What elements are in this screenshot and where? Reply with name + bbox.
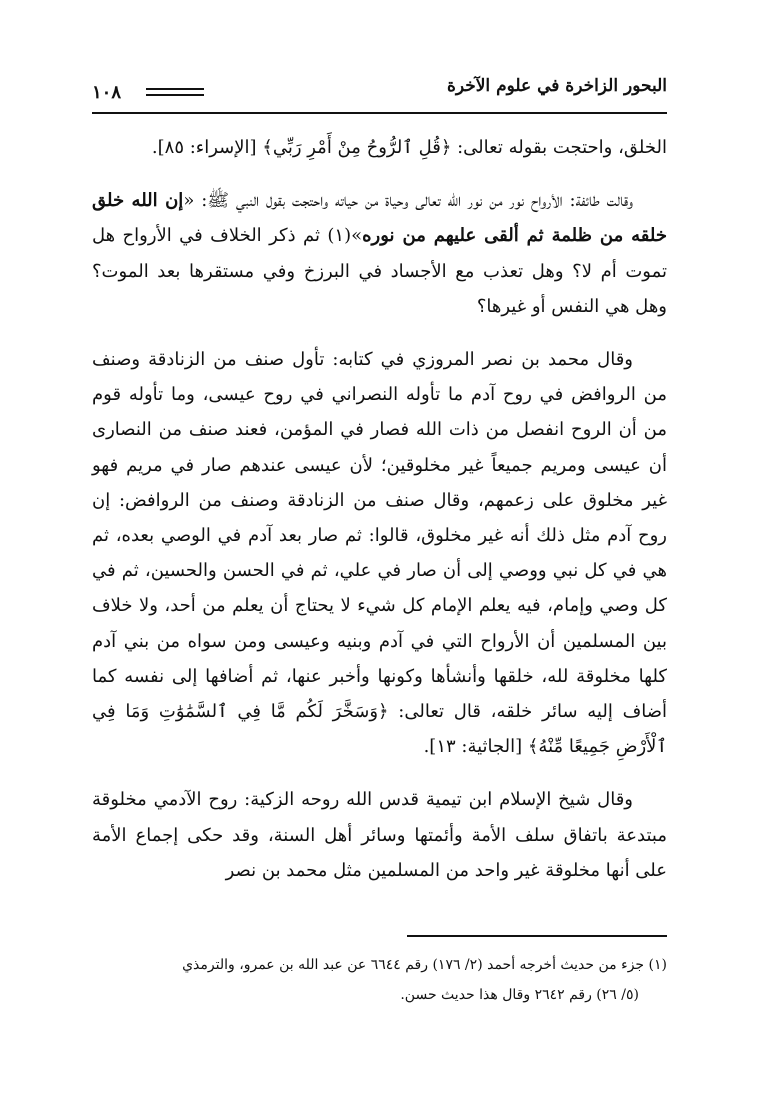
- page-header: [92, 70, 667, 114]
- header-ornament: [146, 88, 204, 100]
- page-number: ١٠٨: [92, 82, 122, 103]
- header-rule: [92, 112, 667, 114]
- footnote-1-continuation: (٥/ ٢٦) رقم ٢٦٤٢ وقال هذا حديث حسن.: [400, 987, 639, 1003]
- footnotes: [92, 950, 667, 1010]
- paragraph-2-text-b: »(١) ثم ذكر الخلاف في الأرواح هل تموت أم لا؟ وهل تعذب مع الأجساد في البرزخ وفي مستقرها بعد الموت؟ وهل هي النفس أو غيرها؟: [92, 225, 667, 317]
- paragraph-1: الخلق، واحتجت بقوله تعالى: ﴿قُلِ ٱلرُّوحُ مِنْ أَمْرِ رَبِّي﴾ [الإسراء: ٨٥].: [151, 137, 667, 158]
- page-body: [92, 130, 667, 888]
- running-title: البحور الزاخرة في علوم الآخرة: [446, 76, 667, 96]
- paragraph-2: [92, 183, 667, 324]
- footnote-rule: [407, 935, 667, 937]
- paragraph-3: وقال محمد بن نصر المروزي في كتابه: تأول صنف من الزنادقة وصنف من الروافض في روح آدم ما تأوله النصراني في روح عيسى، وما تأوله قوم من أن الروح انفصل من ذات الله فصار في المؤمن، فعند صنف من النصارى أن عيسى ومريم جميعاً غير مخلوقين؛ لأن عيسى عندهم صار في مريم فهو غير مخلوق على زعمهم، وقال صنف من الزنادقة وصنف من الروافض: إن روح آدم مثل ذلك أنه غير مخلوق، قالوا: ثم صار بعد آدم في الوصي بعده، ثم هي في كل نبي ووصي إلى أن صار في علي، ثم في الحسن والحسين، ثم في كل وصي وإمام، فيه يعلم الإمام كل شيء لا يحتاج أن يعلم من أحد، ولا خلاف بين المسلمين أن الأرواح التي في آدم وبنيه وعيسى ومن سواه من بني آدم كلها مخلوقة لله، خلقها وأنشأها وكونها وأخبر عنها، ثم أضافها إلى نفسه كما أضاف إليه سائر خلقه، قال تعالى: ﴿وَسَخَّرَ لَكُم مَّا فِي ٱلسَّمَٰوَٰتِ وَمَا فِي ٱلْأَرْضِ جَمِيعًا مِّنْهُ﴾ [الجاثية: ١٣].: [92, 349, 667, 758]
- hadith-quote: إن الله خلق خلقه من ظلمة ثم ألقى عليهم من نوره: [92, 190, 667, 247]
- paragraph-4: وقال شيخ الإسلام ابن تيمية قدس الله روحه الزكية: روح الآدمي مخلوقة مبتدعة باتفاق سلف الأمة وأئمتها وسائر أهل السنة، وقد حكى إجماع الأمة على أنها مخلوقة غير واحد من المسلمين مثل محمد بن نصر: [92, 789, 667, 881]
- footnote-1: (١) جزء من حديث أخرجه أحمد (٢/ ١٧٦) رقم ٦٦٤٤ عن عبد الله بن عمرو، والترمذي: [182, 957, 667, 973]
- paragraph-2-text-a: وقالت طائفة: الأرواح نور من نور الله تعالى وحياة من حياته واحتجت بقول النبي ﷺ: «: [183, 190, 633, 212]
